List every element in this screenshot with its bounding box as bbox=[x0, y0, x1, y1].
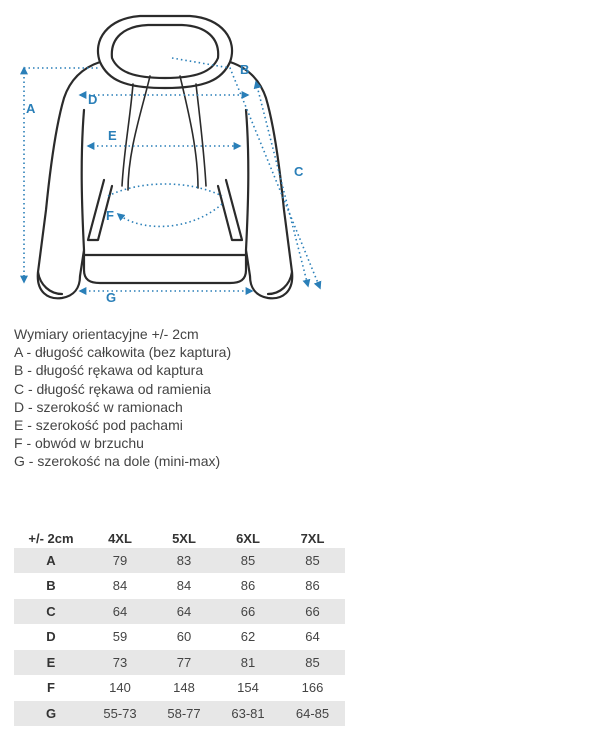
table-cell: 77 bbox=[152, 650, 216, 676]
table-cell: 86 bbox=[216, 573, 280, 599]
header-tolerance: +/- 2cm bbox=[28, 530, 74, 546]
table-cell: 73 bbox=[88, 650, 152, 676]
row-label: C bbox=[14, 599, 88, 625]
table-cell: 59 bbox=[88, 624, 152, 650]
header-size-6xl: 6XL bbox=[236, 530, 260, 546]
row-label: D bbox=[14, 624, 88, 650]
legend-line-a: A - długość całkowita (bez kaptura) bbox=[14, 344, 232, 361]
measurement-legend bbox=[14, 325, 231, 471]
table-cell: 58-77 bbox=[152, 701, 216, 727]
table-cell: 148 bbox=[152, 675, 216, 701]
size-table bbox=[14, 528, 345, 727]
table-cell: 60 bbox=[152, 624, 216, 650]
table-cell: 64 bbox=[280, 624, 345, 650]
table-cell: 85 bbox=[216, 548, 280, 573]
row-label: F bbox=[14, 675, 88, 701]
table-cell: 85 bbox=[280, 548, 345, 573]
legend-line-f: F - obwód w brzuchu bbox=[14, 435, 144, 452]
table-row bbox=[14, 573, 345, 599]
table-cell: 81 bbox=[216, 650, 280, 676]
table-row bbox=[14, 548, 345, 573]
table-cell: 64 bbox=[88, 599, 152, 625]
header-size-7xl: 7XL bbox=[300, 530, 325, 546]
table-row bbox=[14, 599, 345, 625]
table-cell: 166 bbox=[280, 675, 345, 701]
label-d: D bbox=[88, 92, 98, 107]
legend-line-g: G - szerokość na dole (mini-max) bbox=[14, 453, 221, 470]
table-cell: 86 bbox=[280, 573, 345, 599]
table-cell: 64 bbox=[152, 599, 216, 625]
table-row bbox=[14, 701, 345, 727]
table-cell: 64-85 bbox=[280, 701, 345, 727]
header-size-5xl: 5XL bbox=[172, 530, 196, 546]
legend-line-d: D - szerokość w ramionach bbox=[14, 398, 183, 415]
label-g: G bbox=[106, 290, 117, 305]
legend-line-c: C - długość rękawa od ramienia bbox=[14, 380, 211, 397]
table-cell: 66 bbox=[280, 599, 345, 625]
table-cell: 62 bbox=[216, 624, 280, 650]
table-row bbox=[14, 624, 345, 650]
table-cell: 84 bbox=[88, 573, 152, 599]
hoodie-outline bbox=[38, 16, 292, 298]
row-label: A bbox=[14, 548, 88, 573]
table-cell: 55-73 bbox=[88, 701, 152, 727]
table-cell: 63-81 bbox=[216, 701, 280, 727]
hoodie-measurement-diagram bbox=[0, 0, 340, 315]
row-label: E bbox=[14, 650, 88, 676]
table-row bbox=[14, 675, 345, 701]
table-cell: 84 bbox=[152, 573, 216, 599]
header-size-4xl: 4XL bbox=[108, 530, 132, 546]
label-c: C bbox=[294, 164, 304, 179]
table-header-row bbox=[14, 528, 345, 548]
legend-line-b: B - długość rękawa od kaptura bbox=[14, 362, 204, 379]
table-cell: 140 bbox=[88, 675, 152, 701]
label-f: F bbox=[106, 208, 114, 223]
table-row bbox=[14, 650, 345, 676]
legend-line-e: E - szerokość pod pachami bbox=[14, 417, 183, 434]
label-a: A bbox=[26, 101, 36, 116]
table-cell: 66 bbox=[216, 599, 280, 625]
row-label: G bbox=[14, 701, 88, 727]
table-cell: 79 bbox=[88, 548, 152, 573]
table-cell: 83 bbox=[152, 548, 216, 573]
table-cell: 154 bbox=[216, 675, 280, 701]
legend-title: Wymiary orientacyjne +/- 2cm bbox=[14, 326, 199, 342]
label-b: B bbox=[240, 62, 250, 77]
row-label: B bbox=[14, 573, 88, 599]
table-cell: 85 bbox=[280, 650, 345, 676]
label-e: E bbox=[108, 128, 117, 143]
